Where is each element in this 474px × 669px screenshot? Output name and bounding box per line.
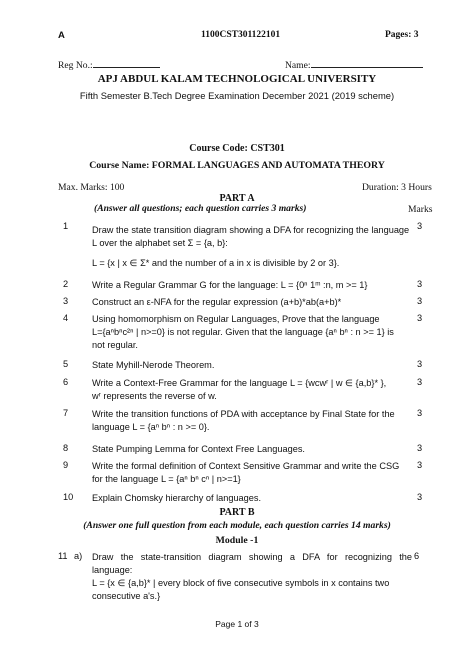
exam-title: Fifth Semester B.Tech Degree Examination December 2021 (2019 scheme) <box>79 90 395 101</box>
question-line: Draw the state-transition diagram showing a DFA for recognizing the language: <box>92 552 412 575</box>
question-marks: 6 <box>414 551 420 561</box>
question-marks: 3 <box>417 296 423 306</box>
question-marks: 3 <box>417 313 423 323</box>
part-b-title: PART B <box>219 507 255 518</box>
question-number: 9 <box>63 460 69 470</box>
question-marks: 3 <box>417 377 423 387</box>
paper-series-code: A <box>58 30 65 41</box>
question-number: 6 <box>63 377 69 387</box>
question-number: 7 <box>63 408 69 418</box>
question-line: consecutive a's.} <box>92 591 161 601</box>
reg-no-label: Reg No.: <box>58 60 93 71</box>
question-marks: 3 <box>417 443 423 453</box>
question-text: Construct an ε-NFA for the regular expression (a+b)*ab(a+b)* <box>92 297 342 307</box>
question-text <box>92 408 412 434</box>
question-text <box>92 377 412 403</box>
reg-no-blank <box>93 58 160 68</box>
question-text <box>92 224 412 270</box>
question-text <box>92 460 412 486</box>
question-marks: 3 <box>417 460 423 470</box>
question-line: L over the alphabet set Σ = {a, b}: <box>92 238 228 248</box>
question-marks: 3 <box>417 279 423 289</box>
question-line: Write a Context-Free Grammar for the language L = {wcwʳ | w ∈ {a,b}* }, <box>92 378 387 388</box>
course-code: Course Code: CST301 <box>189 143 285 154</box>
paper-id: 1100CST301122101 <box>201 30 281 40</box>
name-label: Name: <box>285 60 311 71</box>
question-line: not regular. <box>92 340 138 350</box>
part-a-instruction: (Answer all questions; each question carries 3 marks) <box>94 203 307 214</box>
question-marks: 3 <box>417 221 423 231</box>
university-name: APJ ABDUL KALAM TECHNOLOGICAL UNIVERSITY <box>97 73 377 85</box>
part-a-title: PART A <box>219 193 255 204</box>
name-blank <box>311 58 423 68</box>
question-text: Write a Regular Grammar G for the language: L = {0ⁿ 1ᵐ :n, m >= 1} <box>92 280 368 290</box>
max-marks: Max. Marks: 100 <box>58 182 125 193</box>
part-b-instruction: (Answer one full question from each module, each question carries 14 marks) <box>83 520 391 531</box>
question-text <box>92 551 412 603</box>
question-number: 1 <box>63 221 69 231</box>
question-number: 8 <box>63 443 69 453</box>
course-name: Course Name: FORMAL LANGUAGES AND AUTOMATA THEORY <box>89 160 385 171</box>
name-field <box>285 58 423 72</box>
question-line: L = {x | x ∈ Σ* and the number of a in x is divisible by 2 or 3}. <box>92 258 340 268</box>
question-line: language L = {aⁿ bⁿ : n >= 0}. <box>92 422 210 432</box>
question-line: Using homomorphism on Regular Languages, Prove that the language <box>92 314 380 324</box>
question-line: Write the formal definition of Context Sensitive Grammar and write the CSG <box>92 461 400 471</box>
question-number: 4 <box>63 313 69 323</box>
question-line: L={aⁿbⁿc²ⁿ | n>=0} is not regular. Given that the language {aⁿ bⁿ : n >= 1} is <box>92 327 394 337</box>
question-line: for the language L = {aⁿ bⁿ cⁿ | n>=1} <box>92 474 241 484</box>
sub-question-label: a) <box>74 551 83 561</box>
question-number: 3 <box>63 296 69 306</box>
question-line: L = {x ∈ {a,b}* | every block of five consecutive symbols in x contains two <box>92 578 390 588</box>
question-line: wʳ represents the reverse of w. <box>92 391 217 401</box>
page-footer: Page 1 of 3 <box>215 619 259 629</box>
question-text <box>92 313 412 352</box>
duration: Duration: 3 Hours <box>362 182 432 193</box>
question-number: 11 <box>58 551 68 561</box>
question-text: State Myhill-Nerode Theorem. <box>92 360 215 370</box>
module-heading: Module -1 <box>215 535 259 546</box>
page-count: Pages: 3 <box>385 30 419 40</box>
marks-header: Marks <box>408 204 433 215</box>
question-line: Draw the state transition diagram showing a DFA for recognizing the language <box>92 225 410 235</box>
question-number: 2 <box>63 279 69 289</box>
question-text: State Pumping Lemma for Context Free Languages. <box>92 444 305 454</box>
question-marks: 3 <box>417 408 423 418</box>
question-number: 10 <box>63 492 74 502</box>
question-text: Explain Chomsky hierarchy of languages. <box>92 493 262 503</box>
question-marks: 3 <box>417 359 423 369</box>
question-line: Write the transition functions of PDA with acceptance by Final State for the <box>92 409 395 419</box>
question-number: 5 <box>63 359 69 369</box>
question-marks: 3 <box>417 492 423 502</box>
reg-no-field <box>58 58 160 72</box>
